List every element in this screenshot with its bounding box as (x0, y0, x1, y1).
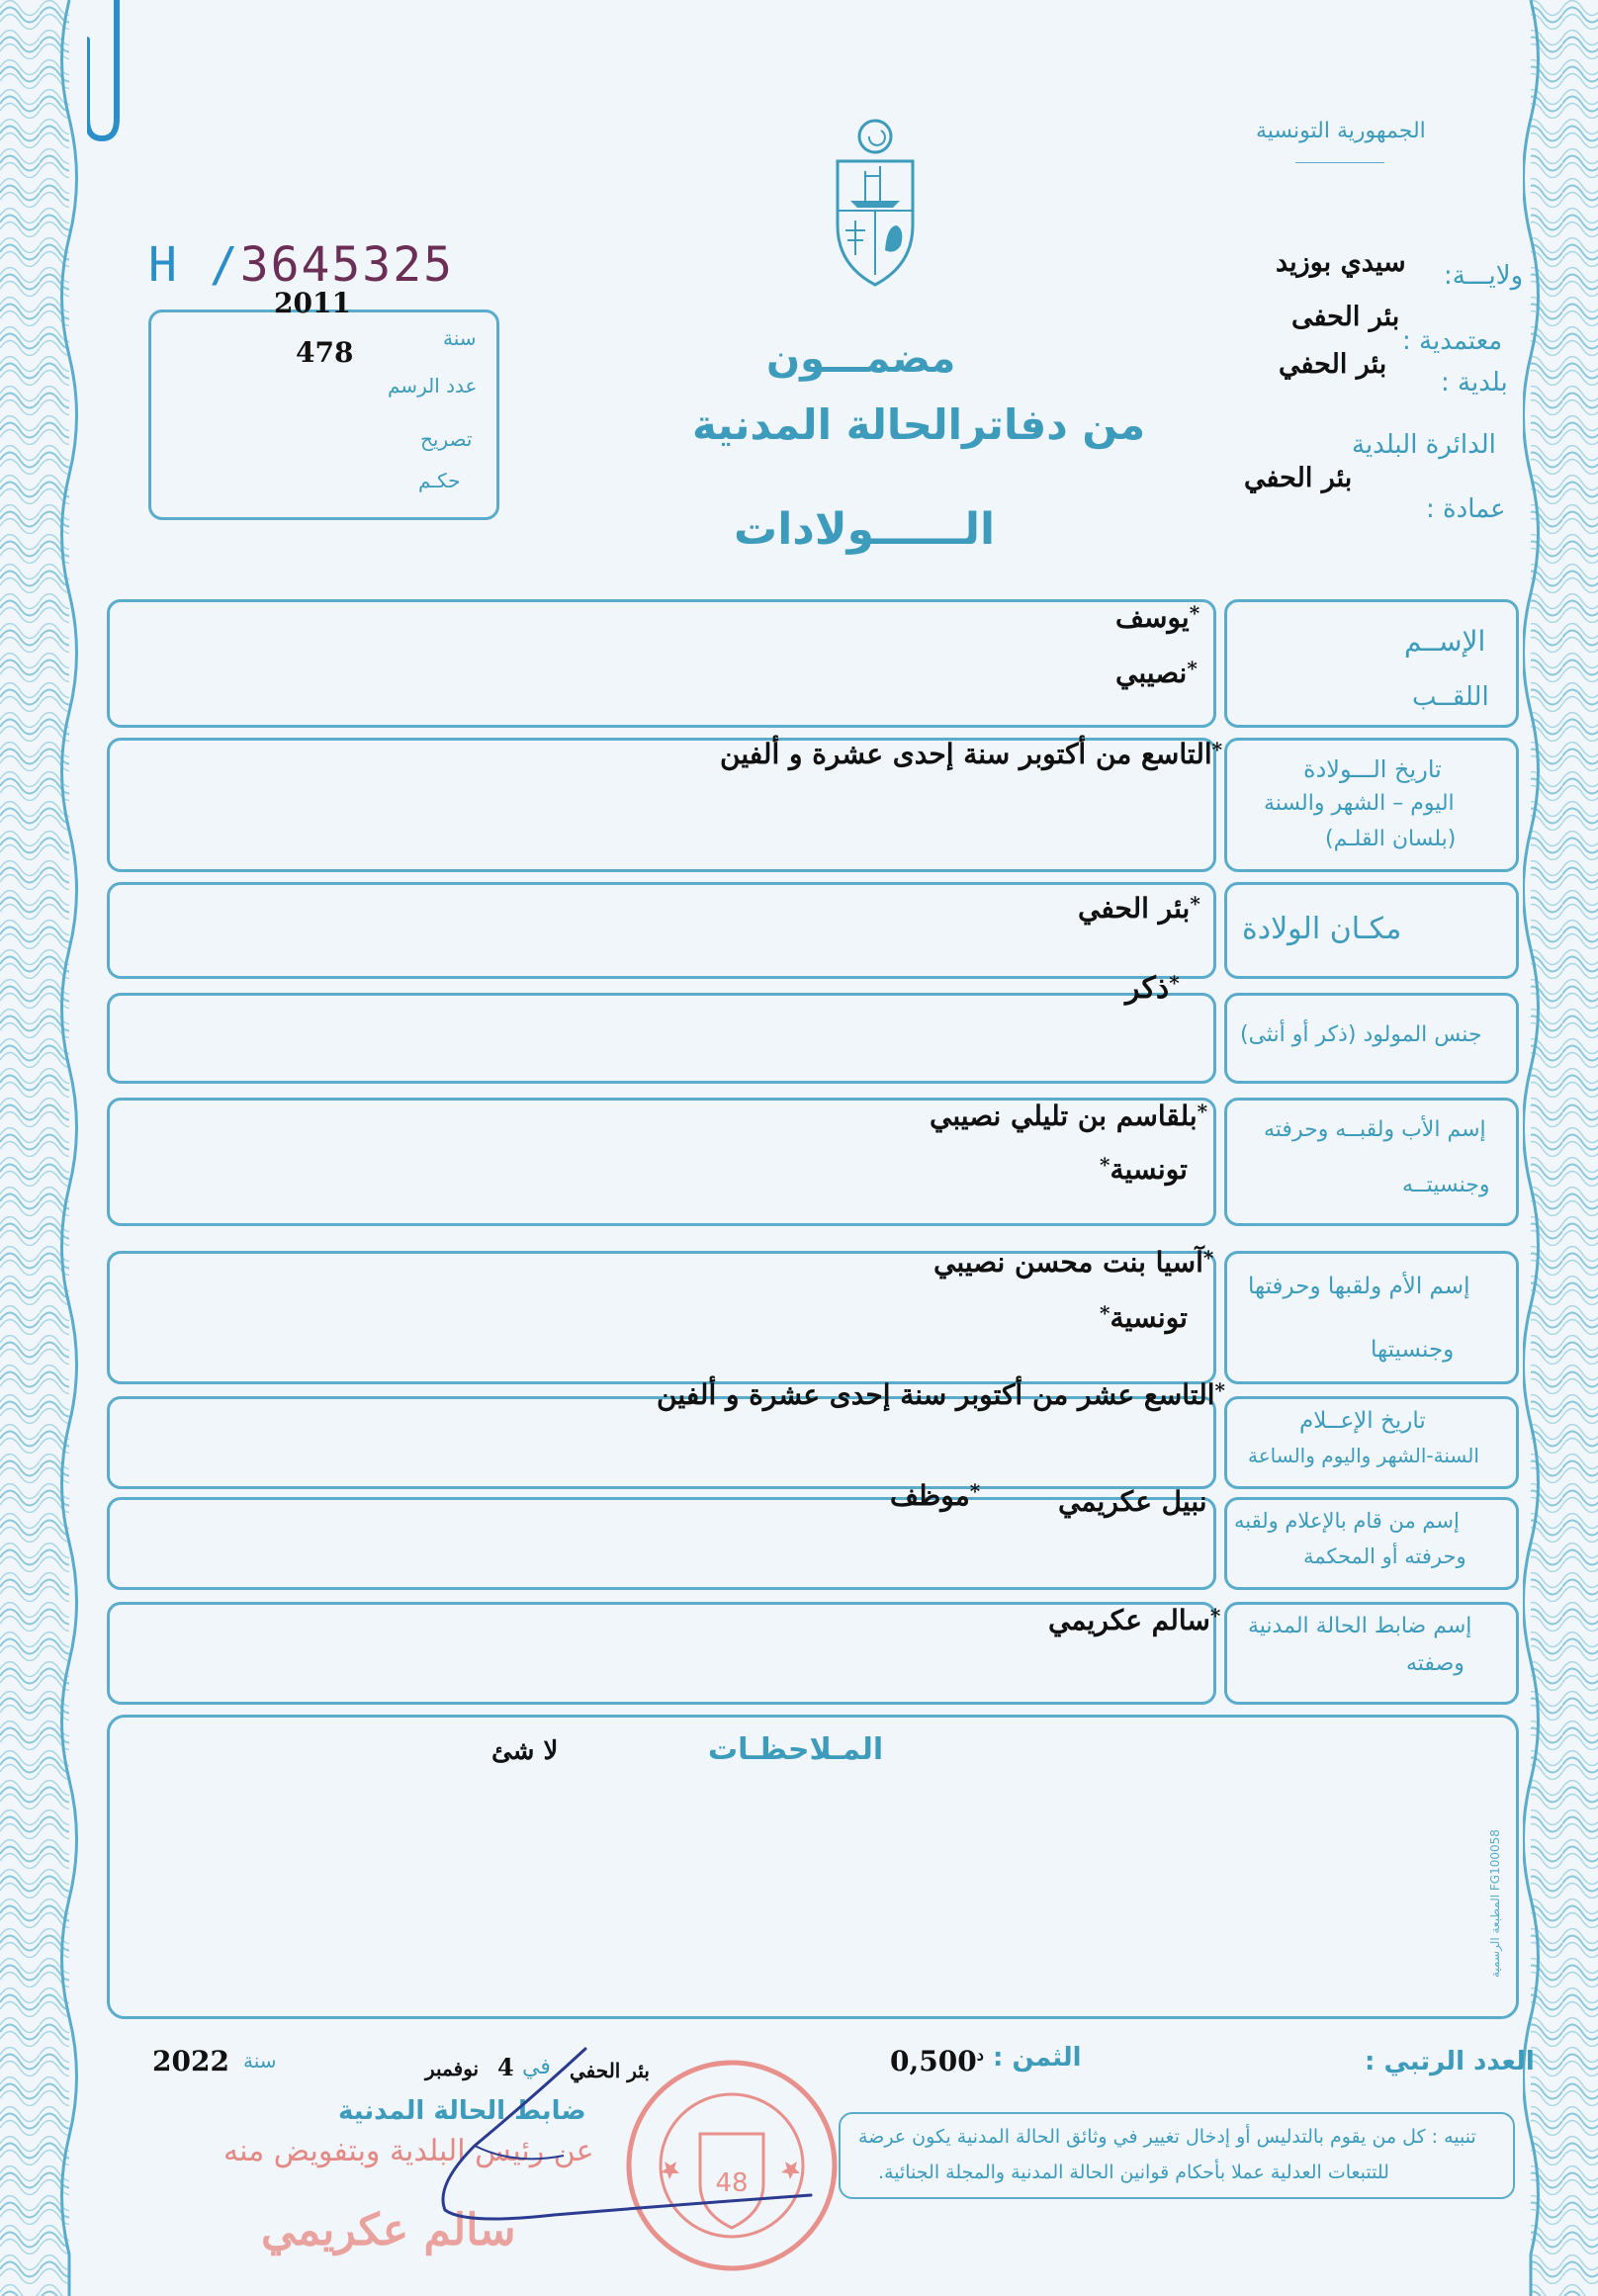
asterisk: * (1209, 1604, 1221, 1628)
title-top: مضمـــون (766, 336, 956, 382)
declarant-job-text: موظف (890, 1479, 970, 1512)
asterisk: * (1190, 892, 1200, 916)
svg-text:48: 48 (715, 2168, 749, 2198)
warning-line-1: تنبيه : كل من يقوم بالتدليس أو إدخال تغيير في وثائق الحالة المدنية يكون عرضة (858, 2126, 1476, 2148)
birth-place-label: مكـان الولادة (1242, 912, 1402, 946)
name-value-box (107, 599, 1216, 728)
asterisk: * (1100, 1301, 1110, 1325)
price-value (890, 2045, 984, 2077)
omada-value: بئر الحفي (1244, 463, 1353, 493)
birth-date-label-3: (بلسان القلـم) (1325, 827, 1457, 851)
year-label: سنة (243, 2049, 277, 2073)
surname-label: اللقــب (1412, 682, 1489, 712)
asterisk: * (1169, 971, 1180, 995)
price-label: الثمن : (993, 2043, 1082, 2073)
signature-icon (415, 2037, 831, 2235)
asterisk: * (1202, 1246, 1214, 1270)
daira-label: الدائرة البلدية (1352, 430, 1496, 460)
name-label: الإســم (1404, 625, 1486, 658)
birth-date-value (720, 738, 1222, 770)
mother-nationality (1100, 1301, 1188, 1334)
serial-digits: 3645325 (239, 237, 454, 293)
birth-date-text: التاسع من أكتوبر سنة إحدى عشرة و ألفين (720, 738, 1212, 770)
year-value: 2022 (152, 2045, 229, 2077)
father-nationality (1100, 1153, 1188, 1186)
registry-year-value: 2011 (274, 287, 351, 319)
surname-text: نصيبي (1115, 657, 1188, 689)
declarant-label-1: إسم من قام بالإعلام ولقبه (1234, 1509, 1460, 1533)
wilaya-value: سيدي بوزيد (1276, 247, 1406, 278)
father-nationality-text: تونسية (1110, 1153, 1188, 1186)
mother-text: آسيا بنت محسن نصيبي (933, 1246, 1203, 1279)
republic-underline (1295, 162, 1384, 163)
registry-year-label: سنة (443, 326, 477, 350)
price-unit: د (976, 2045, 984, 2065)
asterisk: * (1197, 1100, 1208, 1123)
birth-place-value (1078, 892, 1200, 925)
mother-label-1: إسم الأم ولقبها وحرفتها (1248, 1274, 1470, 1299)
motamadia-label: معتمدية : (1402, 326, 1503, 356)
month-value: نوفمبر (425, 2057, 480, 2080)
birth-place-value-box (107, 882, 1216, 979)
father-text: بلقاسم بن تليلي نصيبي (930, 1100, 1198, 1132)
declarant-name: نبيل عكريمي (1058, 1485, 1207, 1518)
republic-label: الجمهورية التونسية (1256, 119, 1426, 143)
sex-value-box (107, 993, 1216, 1084)
serial-number (148, 237, 454, 293)
officer-label-2: وصفته (1406, 1651, 1465, 1676)
mother-label-2: وجنسيتها (1371, 1337, 1455, 1363)
wilaya-label: ولايـــة: (1444, 261, 1524, 291)
officer-title: ضابط الحالة المدنية (338, 2096, 586, 2126)
name-value (1115, 601, 1199, 634)
registry-number-value: 478 (296, 336, 354, 369)
father-label-2: وجنسيتــه (1402, 1173, 1490, 1197)
father-value (930, 1100, 1207, 1132)
officer-label-1: إسم ضابط الحالة المدنية (1248, 1614, 1472, 1638)
title-main: من دفاترالحالة المدنية (692, 400, 1146, 449)
sex-text: ذكر (1125, 971, 1170, 1006)
title-section: الــــــولادات (734, 504, 996, 555)
sex-value (1125, 971, 1180, 1006)
birth-date-label-2: اليوم – الشهر والسنة (1264, 791, 1455, 816)
price-amount: 0,500 (890, 2045, 977, 2077)
declarant-value-box (107, 1497, 1216, 1590)
declaration-date-value (657, 1378, 1225, 1411)
declarant-label-2: وحرفته أو المحكمة (1303, 1545, 1466, 1568)
serial-prefix: H / (148, 237, 240, 293)
declaration-date-text: التاسع عشر من أكتوبر سنة إحدى عشرة و ألفين (657, 1378, 1215, 1411)
mother-value (933, 1246, 1213, 1279)
asterisk: * (1214, 1378, 1226, 1402)
notes-label: المـلاحظـات (708, 1732, 884, 1767)
asterisk: * (1211, 738, 1223, 761)
officer-value (1048, 1604, 1220, 1636)
coat-of-arms-icon (826, 117, 925, 290)
father-label-1: إسم الأب ولقبــه وحرفته (1264, 1117, 1486, 1142)
surname-value (1115, 657, 1198, 689)
stamp-name-text: سالم عكريمي (261, 2205, 516, 2255)
registry-declaration-label: تصريح (420, 427, 473, 451)
motamadia-value: بئر الحفى (1291, 302, 1400, 332)
asterisk: * (1100, 1153, 1110, 1177)
registry-number-label: عدد الرسم (388, 374, 478, 397)
notes-value: لا شئ (491, 1736, 559, 1766)
declaration-date-label-2: السنة-الشهر واليوم والساعة (1248, 1444, 1479, 1467)
baladia-label: بلدية : (1441, 368, 1508, 397)
left-border-pattern (0, 0, 79, 2296)
asterisk: * (1187, 657, 1198, 680)
declaration-date-label-1: تاريخ الإعــلام (1299, 1408, 1426, 1434)
registry-judgment-label: حكـم (418, 469, 461, 492)
day-value: 4 (497, 2053, 514, 2081)
delegation-stamp-text: عن رئيس البلدية وبتفويض منه (223, 2134, 594, 2168)
declarant-job (890, 1479, 980, 1512)
right-border-pattern (1523, 0, 1598, 2296)
warning-line-2: للتتبعات العدلية عملا بأحكام قوانين الحالة المدنية والمجلة الجنائية. (878, 2162, 1389, 2183)
officer-text: سالم عكريمي (1048, 1604, 1210, 1636)
order-number-label: العدد الرتبي : (1365, 2047, 1535, 2076)
mother-label-box (1224, 1251, 1519, 1384)
name-text: يوسف (1115, 601, 1190, 634)
place-value: بئر الحفي (570, 2059, 650, 2082)
printer-note: المطبعة الرسمية FG100058 (1488, 1829, 1502, 1978)
in-label: في (522, 2055, 551, 2079)
baladia-value: بئر الحفي (1279, 349, 1387, 380)
asterisk: * (969, 1479, 981, 1503)
mother-nationality-text: تونسية (1110, 1301, 1188, 1334)
asterisk: * (1189, 601, 1200, 625)
sex-label: جنس المولود (ذكر أو أنثى) (1240, 1022, 1482, 1047)
paper-clip-icon (87, 0, 146, 148)
birth-place-text: بئر الحفي (1078, 892, 1191, 925)
birth-date-label-1: تاريخ الـــولادة (1303, 755, 1442, 783)
omada-label: عمادة : (1426, 494, 1506, 524)
